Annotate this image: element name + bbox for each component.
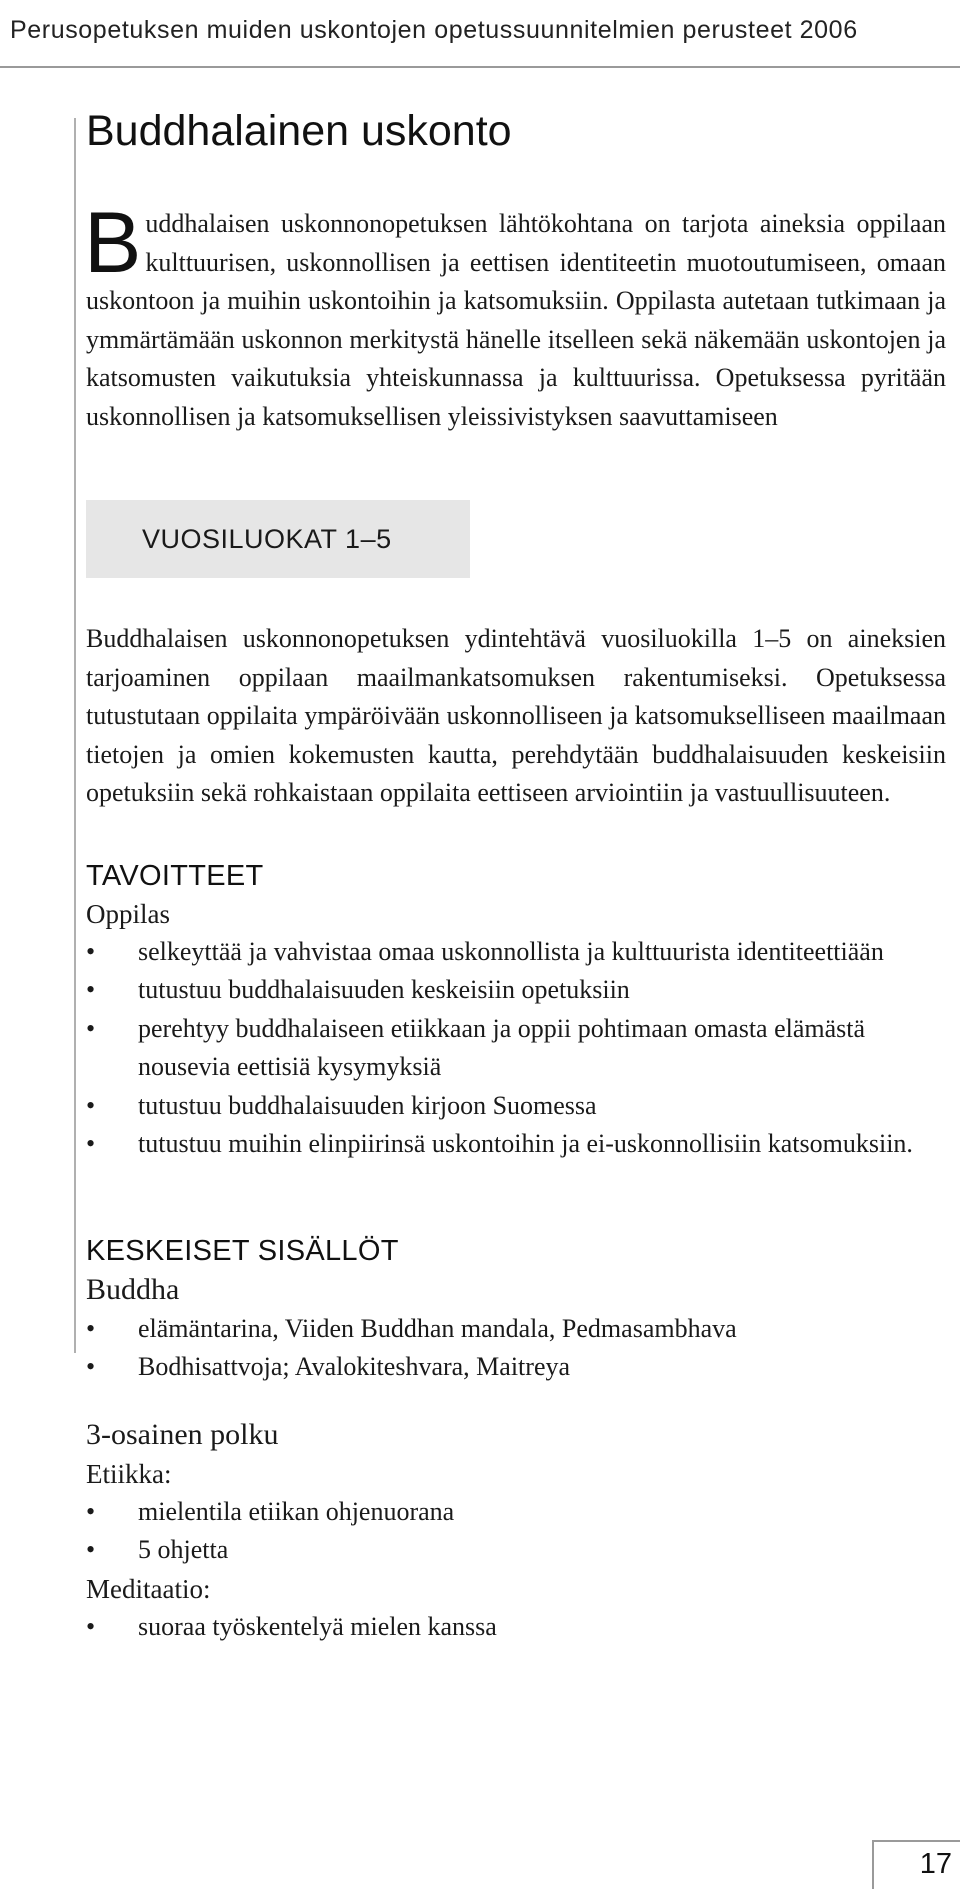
list-item [86, 1010, 946, 1087]
buddha-list [86, 1310, 946, 1387]
meditation-label: Meditaatio: [86, 1573, 211, 1604]
core-content-heading: KESKEISET SISÄLLÖT [86, 1234, 399, 1267]
intro-text: uddhalaisen uskonnonopetuksen lähtökohtana on tarjota aineksia oppilaan kulttuurisen, uskonnollisen ja eettisen identiteetin muotoutumiseen, omaan uskontoon ja muihin uskontoihin ja katsomuksiin. Oppilasta autetaan tutkimaan ja ymmärtämään uskonnon merkitystä hänelle itselleen sekä näkemään uskontojen ja katsomusten vaikutuksia yhteiskunnassa ja kulttuurissa. Opetuksessa pyritään uskonnollisen ja katsomuksellisen yleissivistyksen saavuttamiseen [86, 209, 946, 431]
list-item-text: selkeyttää ja vahvistaa omaa uskonnollista ja kulttuurista identiteettiään [138, 936, 884, 966]
objectives-subject: Oppilas [86, 898, 170, 929]
running-header-title: Perusopetuksen muiden uskontojen opetussuunnitelmien perusteet 2006 [10, 16, 858, 44]
ethics-list [86, 1493, 946, 1570]
meditation-list [86, 1608, 946, 1647]
list-item-text: tutustuu buddhalaisuuden keskeisiin opetuksiin [138, 975, 630, 1005]
grade-level-label: VUOSILUOKAT 1–5 [142, 523, 392, 554]
list-item [86, 971, 946, 1010]
list-item [86, 1608, 946, 1647]
bullet-icon: • [86, 1496, 96, 1526]
page-title: Buddhalainen uskonto [86, 107, 512, 155]
list-item-text: Bodhisattvoja; Avalokiteshvara, Maitreya [138, 1352, 571, 1382]
list-item [86, 1493, 946, 1532]
list-item [86, 1531, 946, 1570]
list-item-text: tutustuu muihin elinpiirinsä uskontoihin ja ei-uskonnollisiin katsomuksiin. [138, 1129, 913, 1159]
list-item [86, 1310, 946, 1349]
list-item [86, 933, 946, 972]
path-subheading: 3-osainen polku [86, 1417, 279, 1451]
page-content [86, 108, 946, 1646]
bullet-icon: • [86, 936, 96, 966]
objectives-list [86, 933, 946, 1164]
grade-section-paragraph: Buddhalaisen uskonnonopetuksen ydintehtävä vuosiluokilla 1–5 on aineksien tarjoaminen oppilaan maailmankatsomuksen rakentumiseksi. Opetuksessa tutustutaan oppilaita ympäröivään uskonnolliseen ja katsomukselliseen maailmaan tietojen ja omien kokemusten kautta, perehdytään buddhalaisuuden keskeisiin opetuksiin sekä rohkaistaan oppilaita eettiseen arviointiin ja vastuullisuuteen. [86, 624, 946, 808]
bullet-icon: • [86, 975, 96, 1005]
buddha-subheading: Buddha [86, 1272, 180, 1306]
list-item-text: mielentila etiikan ohjenuorana [138, 1496, 455, 1526]
bullet-icon: • [86, 1129, 96, 1159]
list-item-text: tutustuu buddhalaisuuden kirjoon Suomessa [138, 1090, 597, 1120]
drop-cap: B [84, 195, 142, 292]
running-header [0, 0, 960, 68]
bullet-icon: • [86, 1535, 96, 1565]
bullet-icon: • [86, 1090, 96, 1120]
bullet-icon: • [86, 1611, 96, 1641]
page-number-box [872, 1840, 960, 1889]
bullet-icon: • [86, 1313, 96, 1343]
page-number: 17 [919, 1848, 952, 1880]
list-item [86, 1348, 946, 1387]
bullet-icon: • [86, 1352, 96, 1382]
list-item-text: 5 ohjetta [138, 1535, 229, 1565]
list-item-text: perehtyy buddhalaiseen etiikkaan ja oppii pohtimaan omasta elämästä nousevia eettisiä kysymyksiä [138, 1013, 866, 1082]
list-item [86, 1087, 946, 1126]
grade-level-banner [86, 500, 470, 578]
bullet-icon: • [86, 1013, 96, 1043]
list-item-text: suoraa työskentelyä mielen kanssa [138, 1611, 497, 1641]
objectives-heading: TAVOITTEET [86, 859, 264, 892]
intro-paragraph [84, 195, 946, 436]
ethics-label: Etiikka: [86, 1458, 172, 1489]
list-item [86, 1125, 946, 1164]
list-item-text: elämäntarina, Viiden Buddhan mandala, Pedmasambhava [138, 1313, 737, 1343]
margin-rule [74, 118, 76, 1353]
